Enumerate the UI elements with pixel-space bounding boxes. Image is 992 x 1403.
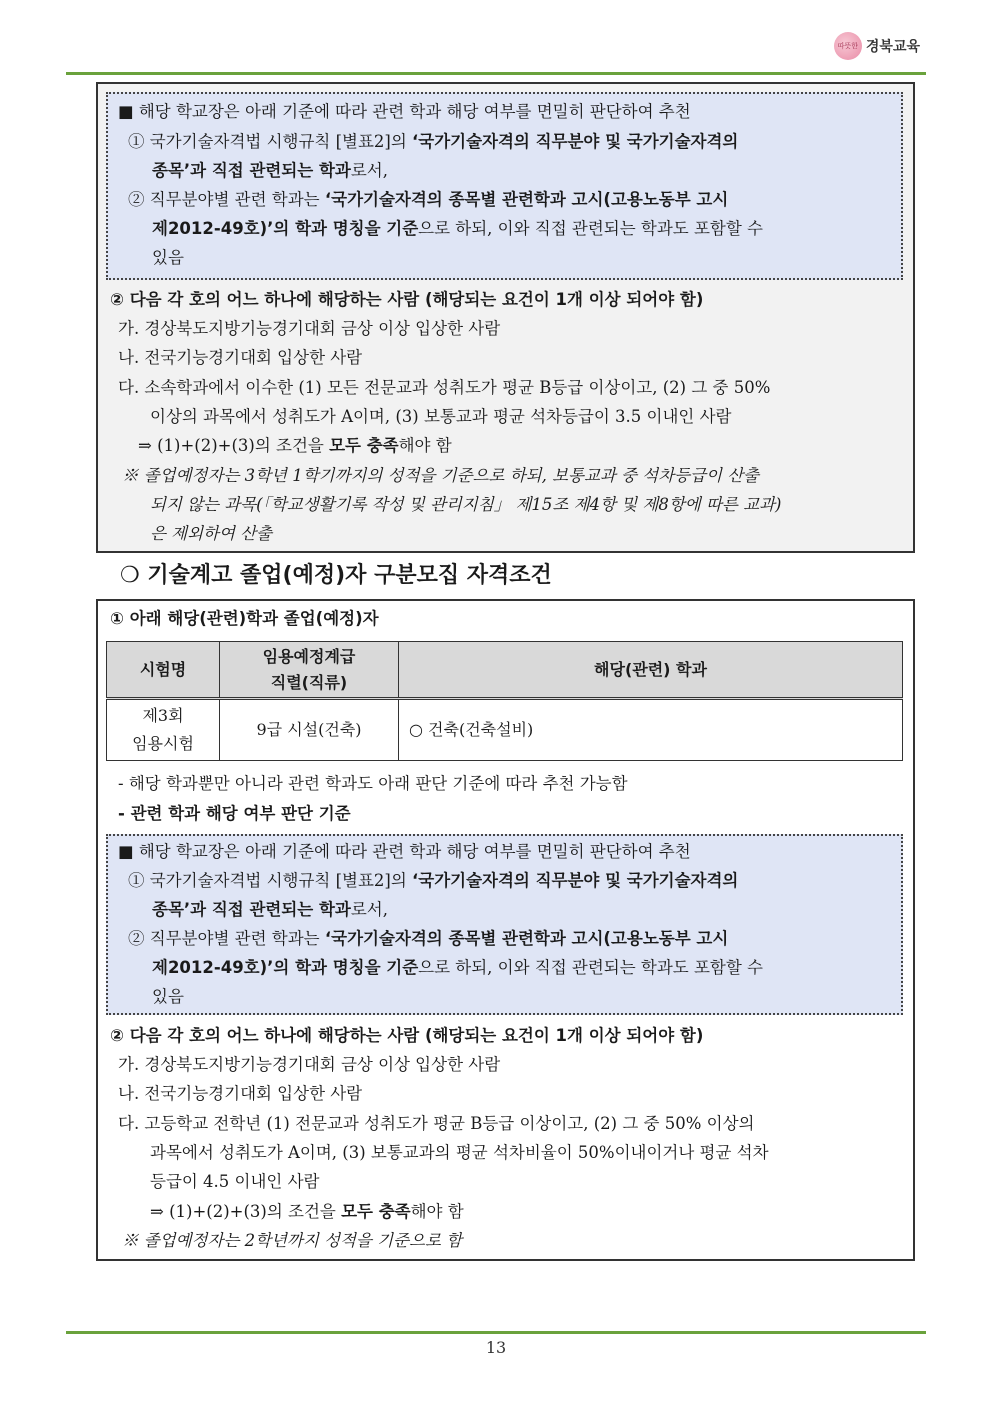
dash-note-2: - 관련 학과 해당 여부 판단 기준: [118, 804, 351, 823]
condition-1-title: ① 아래 해당(관련)학과 졸업(예정)자: [110, 609, 379, 628]
condition-na: 나. 전국기능경기대회 입상한 사람: [118, 1084, 363, 1103]
footer-rule: [66, 1331, 926, 1334]
condition-da: 다. 소속학과에서 이수한 (1) 모든 전문교과 성취도가 평균 B등급 이상이고, (2) 그 중 50%: [118, 378, 771, 397]
criteria-box-general: [96, 82, 915, 553]
condition-da-cont: 이상의 과목에서 성취도가 A이며, (3) 보통교과 평균 석차등급이 3.5 이내인 사람: [150, 407, 732, 426]
section-title: ❍ 기술계고 졸업(예정)자 구분모집 자격조건: [120, 563, 552, 588]
qualification-table: [106, 641, 903, 761]
cell-exam-name: 제3회 임용시험: [107, 699, 220, 761]
table-header-row: [107, 642, 903, 699]
condition-arrow: ⇒ (1)+(2)+(3)의 조건을 모두 충족해야 함: [150, 1202, 464, 1221]
logo-emblem-icon: 따뜻한: [834, 32, 862, 60]
col-exam-name: 시험명: [107, 642, 220, 699]
related-dept-criteria-box: [106, 92, 903, 280]
criteria-item-2: ② 직무분야별 관련 학과는 ‘국가기술자격의 종목별 관련학과 고시(고용노동부 고시: [128, 190, 729, 209]
logo-text: 경북교육: [865, 39, 920, 55]
col-related-dept: 해당(관련) 학과: [399, 642, 903, 699]
criteria-item-1: ① 국가기술자격법 시행규칙 [별표2]의 ‘국가기술자격의 직무분야 및 국가기술자격의: [128, 871, 739, 890]
cell-related-dept: ○ 건축(건축설비): [399, 699, 903, 761]
condition-da: 다. 고등학교 전학년 (1) 전문교과 성취도가 평균 B등급 이상이고, (2) 그 중 50% 이상의: [118, 1114, 755, 1133]
header-rule: [66, 72, 926, 75]
related-dept-criteria-box: [106, 834, 903, 1015]
note-line-1: ※ 졸업예정자는 3학년 1학기까지의 성적을 기준으로 하되, 보통교과 중 석차등급이 산출: [122, 466, 760, 485]
note-line-2: 되지 않는 과목(「학교생활기록 작성 및 관리지침」 제15조 제4항 및 제8항에 따른 교과): [150, 495, 782, 514]
table-row: [107, 699, 903, 761]
criteria-item-2-end: 있음: [152, 248, 184, 267]
criteria-heading: ■ 해당 학교장은 아래 기준에 따라 관련 학과 해당 여부를 면밀히 판단하여 추천: [118, 102, 691, 121]
page-number: 13: [485, 1338, 507, 1357]
criteria-box-technical-hs: [96, 599, 915, 1261]
condition-da-cont: 과목에서 성취도가 A이며, (3) 보통교과의 평균 석차비율이 50%이내이거나 평균 석차: [150, 1143, 769, 1162]
criteria-item-2-cont: 제2012-49호)’의 학과 명칭을 기준으로 하되, 이와 직접 관련되는 학과도 포함할 수: [152, 219, 763, 238]
criteria-item-1-cont: 종목’과 직접 관련되는 학과로서,: [152, 161, 388, 180]
condition-2-title: ② 다음 각 호의 어느 하나에 해당하는 사람 (해당되는 요건이 1개 이상 되어야 함): [110, 1026, 704, 1045]
criteria-item-2-cont: 제2012-49호)’의 학과 명칭을 기준으로 하되, 이와 직접 관련되는 학과도 포함할 수: [152, 958, 763, 977]
criteria-item-1-cont: 종목’과 직접 관련되는 학과로서,: [152, 900, 388, 919]
criteria-item-1: ① 국가기술자격법 시행규칙 [별표2]의 ‘국가기술자격의 직무분야 및 국가기술자격의: [128, 132, 739, 151]
criteria-item-2-end: 있음: [152, 987, 184, 1006]
criteria-item-2: ② 직무분야별 관련 학과는 ‘국가기술자격의 종목별 관련학과 고시(고용노동부 고시: [128, 929, 729, 948]
criteria-heading: ■ 해당 학교장은 아래 기준에 따라 관련 학과 해당 여부를 면밀히 판단하여 추천: [118, 842, 691, 861]
note-line-1: ※ 졸업예정자는 2학년까지 성적을 기준으로 함: [122, 1231, 463, 1250]
condition-ga: 가. 경상북도지방기능경기대회 금상 이상 입상한 사람: [118, 319, 501, 338]
condition-ga: 가. 경상북도지방기능경기대회 금상 이상 입상한 사람: [118, 1055, 501, 1074]
cell-job-series: 9급 시설(건축): [220, 699, 399, 761]
dash-note-1: - 해당 학과뿐만 아니라 관련 학과도 아래 판단 기준에 따라 추천 가능함: [118, 774, 628, 793]
logo: [834, 32, 920, 60]
condition-da-end: 등급이 4.5 이내인 사람: [150, 1172, 320, 1191]
condition-2-title: ② 다음 각 호의 어느 하나에 해당하는 사람 (해당되는 요건이 1개 이상 되어야 함): [110, 290, 704, 309]
col-job-series: 임용예정계급 직렬(직류): [220, 642, 399, 699]
note-line-3: 은 제외하여 산출: [150, 524, 273, 543]
condition-arrow: ⇒ (1)+(2)+(3)의 조건을 모두 충족해야 함: [138, 436, 452, 455]
condition-na: 나. 전국기능경기대회 입상한 사람: [118, 348, 363, 367]
